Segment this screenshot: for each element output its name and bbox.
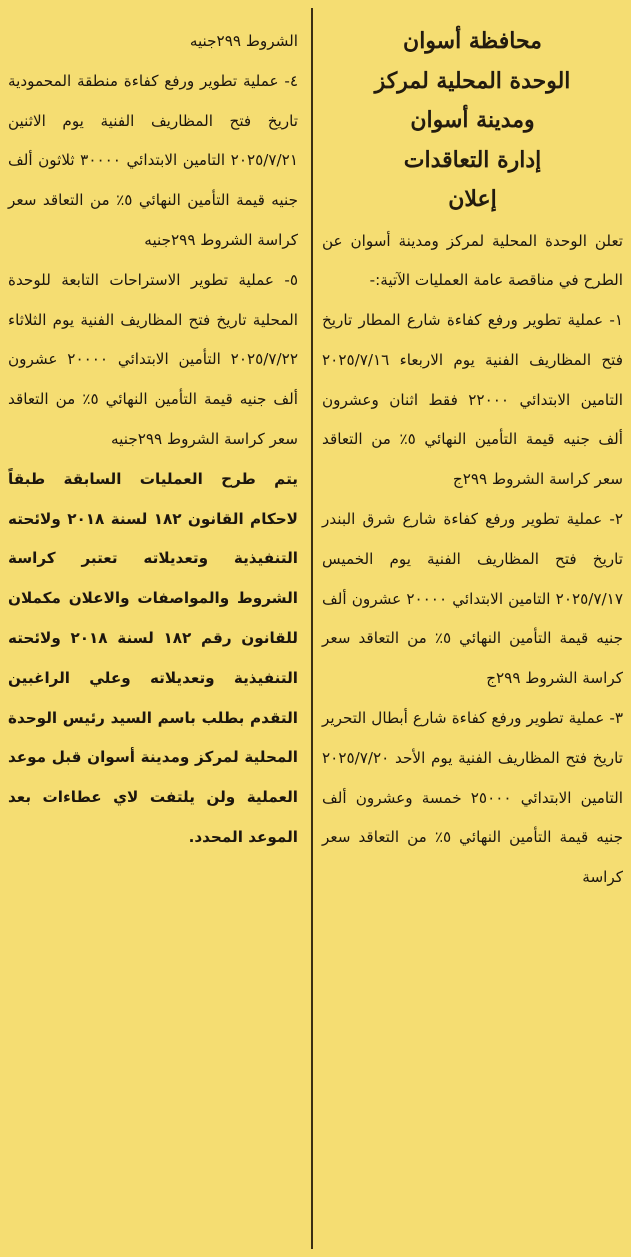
item-1: ١- عملية تطوير ورفع كفاءة شارع المطار تاريخ فتح المظاريف الفنية يوم الاربعاء ٢٠٢٥/٧/١٦ التامين الابتدائي ٢٢٠٠٠ فقط اثنان وعشرون ألف جنيه قيمة التأمين النهائي ٥٪ من التعاقد سعر كراسة الشروط ٢٩٩ج (322, 311, 623, 489)
item-3-continuation: الشروط ٢٩٩جنيه (189, 32, 298, 50)
intro-paragraph: تعلن الوحدة المحلية لمركز ومدينة أسوان عن الطرح في مناقصة عامة العمليات الآتية:- (322, 231, 623, 290)
item-2: ٢- عملية تطوير ورفع كفاءة شارع شرق البندر تاريخ فتح المظاريف الفنية يوم الخميس ٢٠٢٥/٧/١٧ التامين الابتدائي ٢٠٠٠٠ عشرون ألف جنيه قيمة التأمين النهائي ٥٪ من التعاقد سعر كراسة الشروط ٢٩٩ج (322, 510, 623, 688)
closing-paragraph: يتم طرح العمليات السابقة طبقاً لاحكام القانون ١٨٢ لسنة ٢٠١٨ ولائحته التنفيذية وتعديلاته تعتبر كراسة الشروط والمواصفات والاعلان مكملان للقانون رقم ١٨٢ لسنة ٢٠١٨ ولائحته التنفيذية وتعديلاته وعلي الراغبين التقدم بطلب باسم السيد رئيس الوحدة المحلية لمركز ومدينة أسوان قبل موعد العملية ولن يلتفت لاي عطاءات بعد الموعد المحدد. (8, 469, 298, 846)
right-column-body (322, 222, 623, 899)
item-5: ٥- عملية تطوير الاستراحات التابعة للوحدة المحلية تاريخ فتح المظاريف الفنية يوم الثلاثاء ٢٠٢٥/٧/٢٢ التأمين الابتدائي ٢٠٠٠٠ عشرون ألف جنيه قيمة التأمين النهائي ٥٪ من التعاقد سعر كراسة الشروط ٢٩٩جنيه (8, 270, 298, 448)
announcement-header (322, 22, 623, 220)
header-title: إعلان (448, 186, 497, 212)
column-divider (311, 8, 313, 1249)
left-column-body (8, 22, 298, 858)
item-4: ٤- عملية تطوير ورفع كفاءة منطقة المحمودية تاريخ فتح المظاريف الفنية يوم الاثنين ٢٠٢٥/٧/٢١ التامين الابتدائي ٣٠٠٠٠ ثلاثون ألف جنيه قيمة التأمين النهائي ٥٪ من التعاقد سعر كراسة الشروط ٢٩٩جنيه (8, 71, 298, 249)
header-city: ومدينة أسوان (410, 107, 535, 133)
header-department: إدارة التعاقدات (403, 146, 542, 173)
left-column (0, 0, 308, 1257)
header-local-unit: الوحدة المحلية لمركز (374, 67, 571, 94)
item-3: ٣- عملية تطوير ورفع كفاءة شارع أبطال التحرير تاريخ فتح المظاريف الفنية يوم الأحد ٢٠٢٥/٧/٢٠ التامين الابتدائي ٢٥٠٠٠ خمسة وعشرون ألف جنيه قيمة التأمين النهائي ٥٪ من التعاقد سعر كراسة (322, 709, 623, 887)
header-governorate: محافظة أسوان (403, 28, 542, 54)
right-column (308, 0, 631, 1257)
